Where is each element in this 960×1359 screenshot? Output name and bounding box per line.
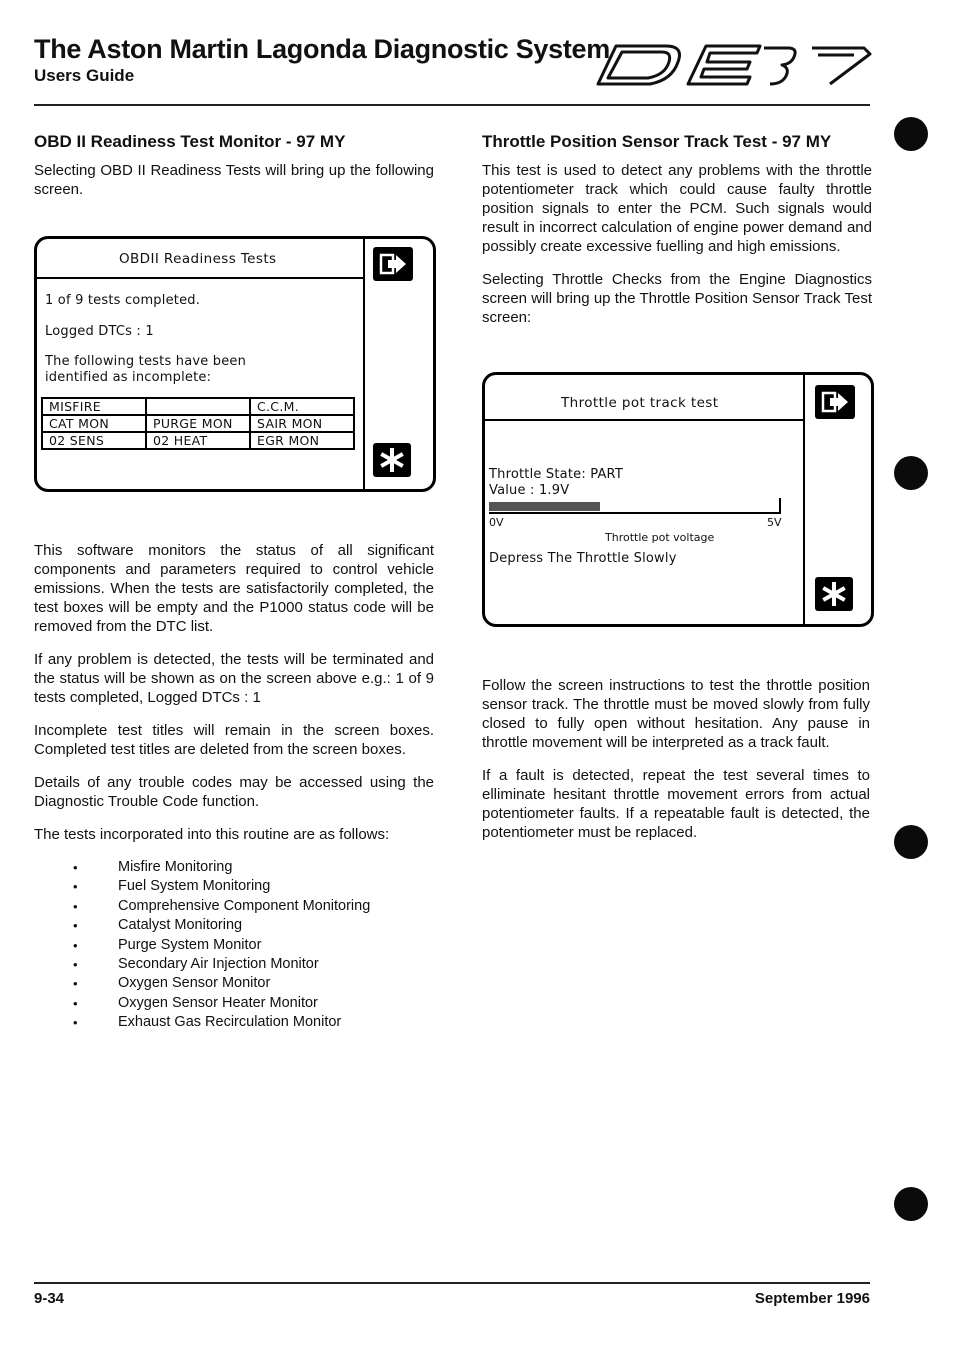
punch-hole [894,1187,928,1221]
test-cell: C.C.M. [250,398,354,415]
document-subtitle: Users Guide [34,66,135,85]
tests-completed-text: 1 of 9 tests completed. [45,293,201,308]
test-cell: PURGE MON [146,415,250,432]
list-item: • Misfire Monitoring [34,858,434,877]
body-paragraph: Follow the screen instructions to test the throttle position sensor track. The throttle must be moved slowly from fully closed to fully open without hesitation. Any pause in throttle movement will be interpreted as a track fault. [482,677,870,751]
list-item: • Comprehensive Component Monitoring [34,897,434,916]
screen-divider [803,375,805,624]
throttle-value-text: Value : 1.9V [489,483,570,498]
right-body [482,676,870,856]
left-column [34,132,434,213]
footer-date: September 1996 [754,1290,870,1307]
voltage-bar-fill [489,502,600,511]
body-paragraph: If any problem is detected, the tests will be terminated and the status will be shown as on the screen above e.g.: 1 of 9 tests completed, Logged DTCs : 1 [34,651,434,706]
list-item: • Fuel System Monitoring [34,877,434,896]
incomplete-tests-grid [41,397,355,450]
footer-rule [34,1282,870,1284]
body-paragraph: The tests incorporated into this routine are as follows: [34,826,390,843]
screen-title: OBDII Readiness Tests [119,251,277,267]
forward-button[interactable] [373,247,413,281]
intro-paragraph: Selecting OBD II Readiness Tests will bring up the following screen. [34,162,434,198]
test-cell: EGR MON [250,432,354,449]
screen-title-rule [485,419,803,421]
grid-row [42,432,354,449]
screen-title: Throttle pot track test [561,395,719,411]
body-paragraph: Incomplete test titles will remain in the screen boxes. Completed test titles are deleted from the screen boxes. [34,722,434,758]
incomplete-text-1: The following tests have been [45,354,247,369]
screen-divider [363,239,365,489]
screen-title-rule [37,277,363,279]
body-paragraph: Details of any trouble codes may be accessed using the Diagnostic Trouble Code function. [34,774,434,810]
arrow-forward-icon [378,252,408,276]
throttle-test-screen [482,372,874,627]
punch-hole [894,456,928,490]
forward-button[interactable] [815,385,855,419]
test-cell: SAIR MON [250,415,354,432]
test-cell: 02 HEAT [146,432,250,449]
throttle-state-text: Throttle State: PART [489,467,623,482]
body-paragraph: Selecting Throttle Checks from the Engine Diagnostics screen will bring up the Throttle Position Sensor Track Test screen: [482,271,872,326]
list-item: • Secondary Air Injection Monitor [34,955,434,974]
list-item: • Purge System Monitor [34,936,434,955]
monitor-list [34,858,434,1033]
bar-end-tick [779,498,781,512]
bar-caption: Throttle pot voltage [605,531,715,544]
test-cell [146,398,250,415]
left-body [34,541,434,1033]
body-paragraph: This software monitors the status of all significant components and parameters required to control vehicle emissions. When the tests are satisfactorily completed, the test boxes will be empty and the P1000 status code will be removed from the DTC list. [34,542,434,635]
voltage-bar [489,502,781,514]
punch-hole [894,825,928,859]
body-paragraph: This test is used to detect any problems with the throttle potentiometer track which could cause faulty throttle position signals to enter the PCM. Such signals would result in incorrect calculation of engine power demand and possibly create excessive fuelling and high emissions. [482,162,872,255]
list-item: • Oxygen Sensor Heater Monitor [34,994,434,1013]
page-number: 9-34 [34,1290,65,1307]
logged-dtcs-text: Logged DTCs : 1 [45,324,154,339]
grid-row [42,398,354,415]
list-item: • Exhaust Gas Recirculation Monitor [34,1013,434,1032]
test-cell: CAT MON [42,415,146,432]
body-paragraph: If a fault is detected, repeat the test several times to elliminate hesitant throttle movement errors from actual potentiometer faults. If a repeatable fault is detected, the potentiometer must be replaced. [482,767,870,841]
right-column [482,132,872,341]
bar-min-label: 0V [489,516,504,529]
list-item: • Catalyst Monitoring [34,916,434,935]
instruction-text: Depress The Throttle Slowly [489,551,677,566]
menu-button[interactable] [373,443,411,477]
punch-hole [894,117,928,151]
incomplete-text-2: identified as incomplete: [45,370,212,385]
header-rule [34,104,870,106]
db7-logo [592,40,882,90]
arrow-forward-icon [820,390,850,414]
grid-row [42,415,354,432]
obd-readiness-screen [34,236,436,492]
section-heading-obd: OBD II Readiness Test Monitor - 97 MY [34,132,346,151]
test-cell: 02 SENS [42,432,146,449]
list-item: • Oxygen Sensor Monitor [34,974,434,993]
bar-max-label: 5V [767,516,782,529]
asterisk-icon [821,581,847,607]
test-cell: MISFIRE [42,398,146,415]
section-heading-throttle: Throttle Position Sensor Track Test - 97 MY [482,132,832,151]
menu-button[interactable] [815,577,853,611]
asterisk-icon [379,447,405,473]
document-title: The Aston Martin Lagonda Diagnostic System [34,34,610,64]
